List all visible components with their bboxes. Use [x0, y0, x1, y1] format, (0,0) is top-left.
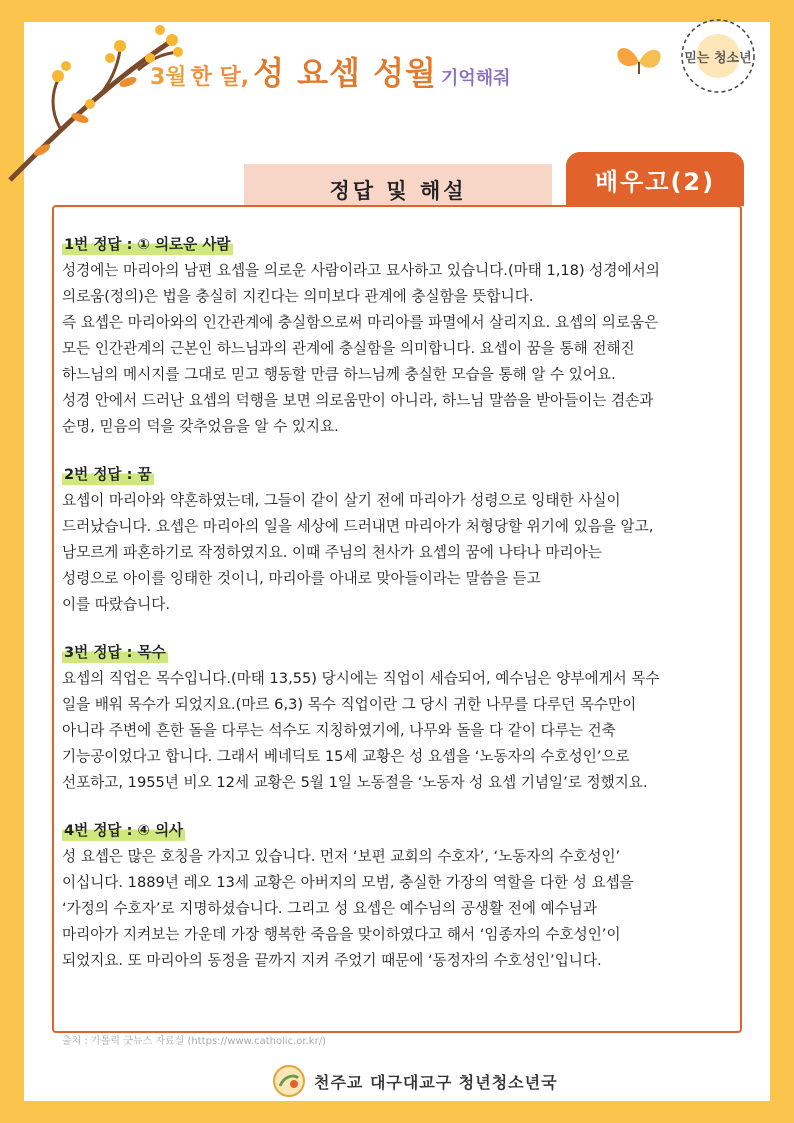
answer-4-line: 마리아가 지켜보는 가운데 가장 행복한 죽음을 맞이하였다고 해서 ‘임종자의 수호성인’이	[62, 926, 621, 943]
answer-3-line: 요셉의 직업은 목수입니다.(마태 13,55) 당시에는 직업이 세습되어, 예수님은 양부에게서 목수	[62, 670, 660, 687]
answer-2	[62, 462, 742, 618]
answer-2-line: 드러났습니다. 요셉은 마리아의 일을 세상에 드러내면 마리아가 처형당할 위기에 있음을 알고,	[62, 518, 654, 535]
answer-3-heading: 3번 정답 : 목수	[62, 640, 168, 666]
answer-2-line: 남모르게 파혼하기로 작정하였지요. 이때 주님의 천사가 요셉의 꿈에 나타나 마리아는	[62, 544, 602, 561]
answer-2-heading: 2번 정답 : 꿈	[62, 462, 154, 488]
answer-4-line: ‘가정의 수호자’로 지명하셨습니다. 그리고 성 요셉은 예수님의 공생활 전에 예수님과	[62, 900, 597, 917]
youth-stamp-logo	[676, 14, 760, 98]
answer-1-line: 의로움(정의)은 법을 충실히 지킨다는 의미보다 관계에 충실함을 뜻합니다.	[62, 288, 534, 305]
title-month: 3월	[150, 65, 187, 90]
tab-learn-2[interactable]: 배우고(2)	[566, 152, 744, 206]
section-label: 정답 및 해설	[244, 164, 552, 216]
answer-3-line: 일을 배워 목수가 되었지요.(마르 6,3) 목수 직업이란 그 당시 귀한 나무를 다루던 목수만이	[62, 696, 637, 713]
answer-1-line: 즉 요셉은 마리아와의 인간관계에 충실함으로써 마리아를 파멸에서 살리지요. 요셉의 의로움은	[62, 314, 659, 331]
answer-1-line: 성경에는 마리아의 남편 요셉을 의로운 사람이라고 묘사하고 있습니다.(마태 1,18) 성경에서의	[62, 262, 660, 279]
answer-2-line: 성령으로 아이를 잉태한 것이니, 마리아를 아내로 맞아들이라는 말씀을 듣고	[62, 570, 541, 587]
answer-1-line: 모든 인간관계의 근본인 하느님과의 관계에 충실함을 의미합니다. 요셉이 꿈을 통해 전해진	[62, 340, 635, 357]
answer-4-line: 되었지요. 또 마리아의 동정을 끝까지 지켜 주었기 때문에 ‘동정자의 수호성인’입니다.	[62, 952, 602, 969]
title-main: 성 요셉 성월	[253, 54, 437, 92]
answer-3-line: 선포하고, 1955년 비오 12세 교황은 5월 1일 노동절을 ‘노동자 성 요셉 기념일’로 정했지요.	[62, 774, 648, 791]
answer-4	[62, 818, 742, 974]
answer-2-line: 요셉이 마리아와 약혼하였는데, 그들이 같이 살기 전에 마리아가 성령으로 잉태한 사실이	[62, 492, 621, 509]
title-period: 한 달,	[190, 65, 250, 90]
answer-4-line: 성 요셉은 많은 호칭을 가지고 있습니다. 먼저 ‘보편 교회의 수호자’, ‘노동자의 수호성인’	[62, 848, 621, 865]
answer-1-line: 하느님의 메시지를 그대로 믿고 행동할 만큼 하느님께 충실한 모습을 통해 알 수 있어요.	[62, 366, 616, 383]
answer-1-line: 순명, 믿음의 덕을 갖추었음을 알 수 있지요.	[62, 418, 339, 435]
stamp-text: 믿는 청소년	[684, 50, 752, 66]
answer-2-line: 이를 따랐습니다.	[62, 596, 170, 613]
answer-1-line: 성경 안에서 드러난 요셉의 덕행을 보면 의로움만이 아니라, 하느님 말씀을 받아들이는 겸손과	[62, 392, 654, 409]
source-note: 출처 : 가톨릭 굿뉴스 자료실 (https://www.catholic.or.kr/)	[62, 1036, 326, 1047]
answers-content	[62, 232, 742, 974]
footer-org: 천주교 대구대교구 청년청소년국	[314, 1072, 558, 1092]
butterfly-icon	[612, 40, 666, 80]
answer-3-line: 아니라 주변에 흔한 돌을 다루는 석수도 지칭하였기에, 나무와 돌을 다 같이 다루는 건축	[62, 722, 616, 739]
footer	[272, 1064, 558, 1098]
page-title	[150, 48, 650, 108]
answer-3	[62, 640, 742, 796]
diocese-logo-icon	[272, 1064, 306, 1098]
answer-3-line: 기능공이었다고 합니다. 그래서 베네딕토 15세 교황은 성 요셉을 ‘노동자의 수호성인’으로	[62, 748, 630, 765]
title-remember: 기억해줘	[440, 68, 511, 89]
answer-4-heading: 4번 정답 : ④ 의사	[62, 818, 185, 844]
answer-1	[62, 232, 742, 440]
answer-4-line: 이십니다. 1889년 레오 13세 교황은 아버지의 모범, 충실한 가장의 역할을 다한 성 요셉을	[62, 874, 634, 891]
answer-1-heading: 1번 정답 : ① 의로운 사람	[62, 232, 233, 258]
